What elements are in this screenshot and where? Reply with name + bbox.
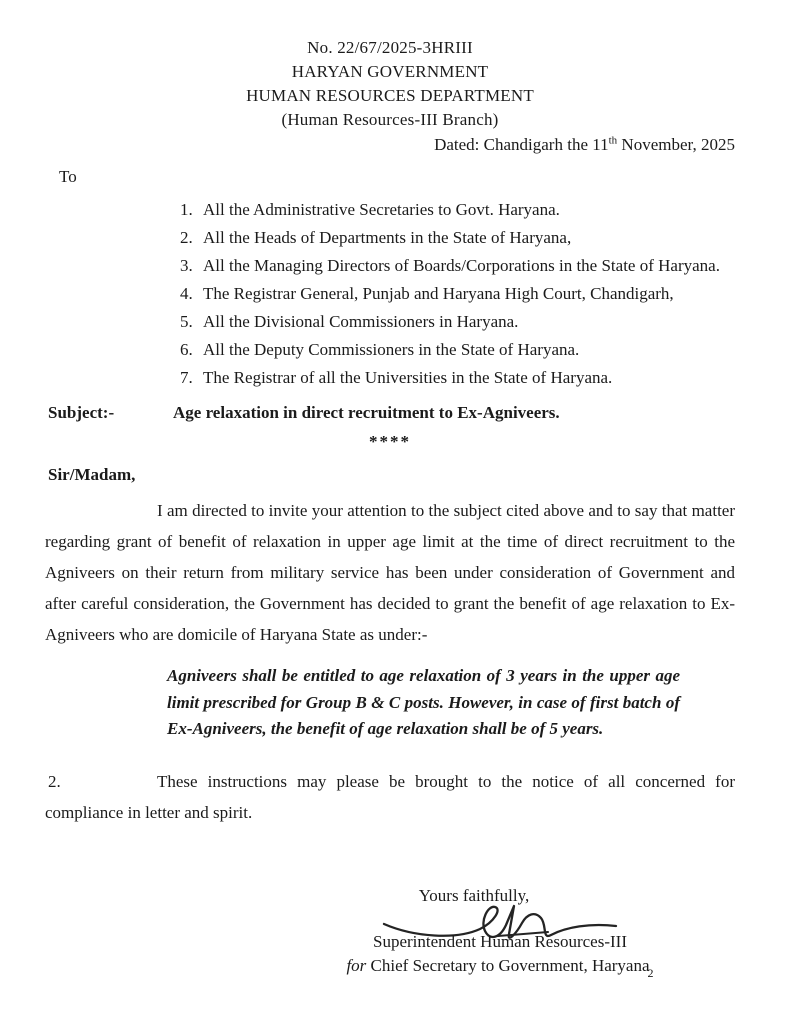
quoted-provision: Agniveers shall be entitled to age relaxation of 3 years in the upper age limit prescribed for Group B & C posts. However, in case of first batch of Ex-Agniveers, the benefit of age relaxation shall be of 5 years. — [167, 666, 680, 738]
signature-block — [295, 884, 705, 985]
branch-name: (Human Resources-III Branch) — [281, 110, 499, 129]
body-paragraph-1: I am directed to invite your attention to the subject cited above and to say that matter regarding grant of benefit of relaxation in upper age limit at the time of direct recruitment to the Agniveers on their return from military service has been under consideration of Government and after careful consideration, the Government has decided to grant the benefit of age relaxation to Ex-Agniveers who are domicile of Haryana State as under:- — [45, 501, 735, 644]
addressee-list — [45, 196, 735, 392]
to-label: To — [59, 167, 77, 186]
date-line — [45, 133, 735, 157]
addressee-item: 2. All the Heads of Departments in the State of Haryana, — [197, 224, 733, 252]
page-mark: 2 — [647, 965, 654, 980]
separator-stars: **** — [369, 432, 411, 451]
closing-valediction: Yours faithfully, — [418, 885, 530, 905]
date-ordinal-superscript: th — [608, 134, 618, 147]
date-text-rest: November, 2025 — [617, 135, 735, 154]
signatory-title: Superintendent Human Resources-III — [373, 931, 627, 951]
addressee-item: 7. The Registrar of all the Universities in the State of Haryana. — [197, 364, 733, 392]
reference-number: No. 22/67/2025-3HRIII — [307, 38, 473, 57]
addressee-item: 3. All the Managing Directors of Boards/Corporations in the State of Haryana. — [197, 252, 733, 280]
subject-row — [45, 403, 735, 423]
signatory-authority: Chief Secretary to Government, Haryana — [366, 955, 650, 975]
subject-label: Subject:- — [48, 403, 115, 422]
addressee-item: 4. The Registrar General, Punjab and Haryana High Court, Chandigarh, — [197, 280, 733, 308]
addressee-item: 1. All the Administrative Secretaries to Govt. Haryana. — [197, 196, 733, 224]
for-word: for — [346, 955, 367, 975]
date-text: Dated: Chandigarh the 11 — [434, 135, 609, 154]
salutation: Sir/Madam, — [48, 465, 136, 484]
paragraph-number: 2. — [48, 771, 61, 791]
addressee-item: 5. All the Divisional Commissioners in Haryana. — [197, 308, 733, 336]
government-name: HARYAN GOVERNMENT — [291, 62, 489, 81]
body-paragraph-2 — [45, 766, 735, 828]
addressee-item: 6. All the Deputy Commissioners in the State of Haryana. — [197, 336, 733, 364]
subject-text: Age relaxation in direct recruitment to Ex-Agniveers. — [173, 403, 560, 422]
body-paragraph-2-text: These instructions may please be brought to the notice of all concerned for compliance in letter and spirit. — [45, 771, 735, 822]
signatory-for-line — [295, 954, 705, 985]
letter-header — [45, 36, 735, 157]
department-name: HUMAN RESOURCES DEPARTMENT — [246, 86, 534, 105]
